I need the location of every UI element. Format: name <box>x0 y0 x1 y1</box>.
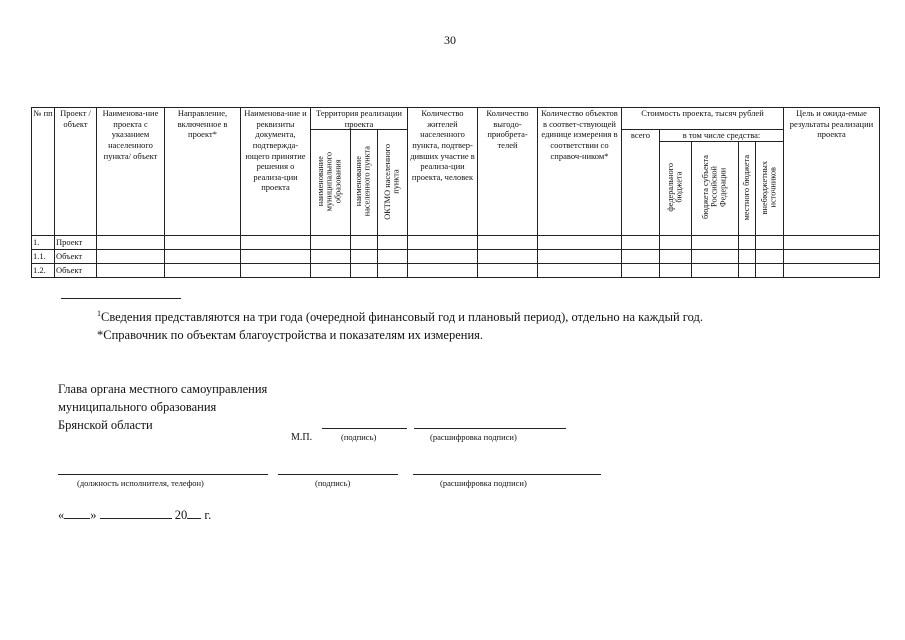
header-document: Наименова-ние и реквизиты документа, подтвержда-ющего принятие решения о реализа-ции проекта <box>241 108 311 236</box>
asterisk-note: *Справочник по объектам благоустройства и показателям их измерения. <box>97 328 484 342</box>
header-num: № пп <box>32 108 55 236</box>
header-territory-oktmo: ОКТМО населенного пункта <box>378 130 408 236</box>
head-title-line: Брянской области <box>58 418 153 432</box>
header-cost: Стоимость проекта, тысяч рублей <box>622 108 784 130</box>
header-name: Наименова-ние проекта с указанием населенного пункта/ объект <box>97 108 165 236</box>
head-title-line: Глава органа местного самоуправления <box>58 382 268 396</box>
header-direction: Направление, включенное в проект* <box>165 108 241 236</box>
row-num: 1.2. <box>32 264 55 278</box>
header-territory: Территория реализации проекта <box>311 108 408 130</box>
page-number: 30 <box>444 33 456 47</box>
header-project-object: Проект /объект <box>55 108 97 236</box>
header-objects-count: Количество объектов в соответ-ствующей единице измерения в соответствии со справоч-ником* <box>538 108 622 236</box>
date-line <box>58 508 211 523</box>
header-cost-extrabudgetary: внебюджетных источников <box>756 142 784 236</box>
header-cost-including: в том числе средства: <box>660 130 784 142</box>
header-cost-federal: федерального бюджета <box>660 142 692 236</box>
month-blank[interactable] <box>100 508 172 519</box>
year-suffix: г. <box>204 508 212 522</box>
decoding-line[interactable] <box>414 428 566 429</box>
row-type: Объект <box>55 264 97 278</box>
table-row <box>32 236 880 250</box>
head-title-block <box>58 380 267 434</box>
project-table <box>31 107 880 278</box>
header-territory-settlement: наименование населенного пункта <box>351 130 378 236</box>
row-num: 1. <box>32 236 55 250</box>
year-blank[interactable] <box>187 508 201 519</box>
footnote-mark: 1 <box>97 309 101 318</box>
decoding-caption: (расшифровка подписи) <box>430 432 517 442</box>
position-caption: (должность исполнителя, телефон) <box>77 478 204 488</box>
signature-caption-2: (подпись) <box>315 478 351 488</box>
signature-line-2[interactable] <box>278 474 398 475</box>
header-cost-total: всего <box>622 130 660 236</box>
header-cost-local: местного бюджета <box>739 142 756 236</box>
header-cost-regional: бюджета субъекта Российской Федерации <box>692 142 739 236</box>
row-type: Проект <box>55 236 97 250</box>
footnote-text: Сведения представляются на три года (очередной финансовый год и плановый период), отдельно на каждый год. <box>101 310 703 325</box>
stamp-place-label: М.П. <box>291 432 313 443</box>
header-residents: Количество жителей населенного пункта, подтвер-дивших участие в реализа-ции проекта, человек <box>408 108 478 236</box>
table-row <box>32 264 880 278</box>
day-blank[interactable] <box>64 508 90 519</box>
decoding-line-2[interactable] <box>413 474 601 475</box>
row-type: Объект <box>55 250 97 264</box>
head-title-line: муниципального образования <box>58 400 217 414</box>
year-prefix: 20 <box>174 508 188 522</box>
signature-line[interactable] <box>322 428 407 429</box>
footnote <box>97 309 703 325</box>
row-num: 1.1. <box>32 250 55 264</box>
table-row <box>32 250 880 264</box>
signature-caption: (подпись) <box>341 432 377 442</box>
date-close-quote: » <box>90 508 97 522</box>
footnote-divider <box>61 298 181 299</box>
header-goal: Цель и ожида-емые результаты реализации проекта <box>784 108 880 236</box>
header-territory-municipality: наименование муниципального образования <box>311 130 351 236</box>
date-open-quote: « <box>58 508 65 522</box>
decoding-caption-2: (расшифровка подписи) <box>440 478 527 488</box>
header-beneficiaries: Количество выгодо-приобрета-телей <box>478 108 538 236</box>
position-line[interactable] <box>58 474 268 475</box>
